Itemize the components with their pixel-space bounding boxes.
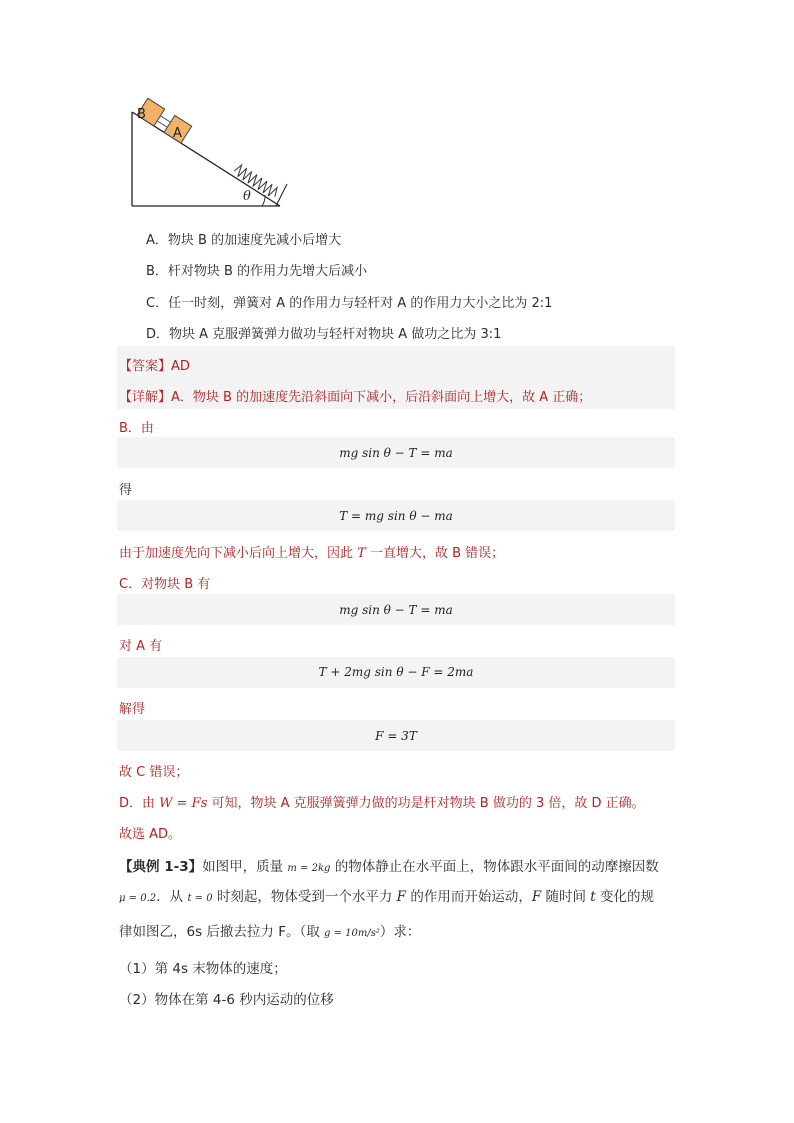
dui-a-label: 对 A 有 bbox=[119, 639, 163, 654]
detail-line-1: 【详解】A．物块 B 的加速度先沿斜面向下减小，后沿斜面向上增大，故 A 正确； bbox=[119, 390, 592, 405]
option-c: C．任一时刻，弹簧对 A 的作用力与轻杆对 A 的作用力大小之比为 2:1 bbox=[146, 296, 553, 311]
option-d: D．物块 A 克服弹簧弹力做功与轻杆对物块 A 做功之比为 3:1 bbox=[146, 327, 502, 342]
formula-3: mg sin θ − T = ma bbox=[339, 603, 453, 617]
example-l2-e: 变化的规 bbox=[595, 889, 655, 905]
question-1: （1）第 4s 末物体的速度； bbox=[119, 961, 287, 977]
example-F: F bbox=[396, 889, 407, 905]
example-l1-a: 如图甲，质量 bbox=[202, 859, 288, 875]
formula-1: mg sin θ − T = ma bbox=[339, 446, 453, 460]
example-F2: F bbox=[531, 889, 542, 905]
b-conclusion-text-2: 一直增大，故 B 错误； bbox=[365, 546, 505, 561]
b-conclusion-var: T bbox=[357, 546, 366, 561]
formula-4: T + 2mg sin θ − F = 2ma bbox=[318, 665, 474, 679]
d-formula: W = Fs bbox=[159, 796, 208, 811]
label-theta: θ bbox=[243, 189, 251, 204]
light-rod bbox=[160, 116, 170, 122]
example-l2-d: 随时间 bbox=[541, 889, 591, 905]
light-rod-2 bbox=[157, 121, 167, 127]
example-l3-b: ）求： bbox=[379, 924, 421, 940]
formula-2: T = mg sin θ − ma bbox=[339, 509, 453, 523]
example-tag: 【典例 1-3】 bbox=[119, 859, 203, 875]
jiede-label: 解得 bbox=[119, 702, 146, 717]
example-mu: μ = 0.2 bbox=[119, 893, 157, 904]
formula-5: F = 3T bbox=[375, 729, 417, 743]
b-conclusion-text-1: 由于加速度先向下减小后向上增大，因此 bbox=[119, 546, 358, 561]
example-line-3 bbox=[119, 920, 420, 940]
example-line-2 bbox=[119, 885, 654, 905]
answer-label: 【答案】AD bbox=[119, 359, 190, 374]
detail-b-conclusion bbox=[119, 542, 504, 561]
incline-figure bbox=[120, 96, 300, 212]
option-a: A．物块 B 的加速度先减小后增大 bbox=[146, 233, 342, 248]
example-g: g = 10m/s² bbox=[324, 928, 380, 939]
d-lead: D．由 bbox=[119, 796, 160, 811]
example-l2-b: 时刻起，物体受到一个水平力 bbox=[212, 889, 397, 905]
de-label: 得 bbox=[119, 483, 133, 498]
example-t: t bbox=[590, 889, 596, 905]
example-t0: t = 0 bbox=[187, 893, 213, 904]
theta-arc bbox=[262, 195, 265, 206]
label-a: A bbox=[173, 126, 182, 141]
detail-final: 故选 AD。 bbox=[119, 827, 182, 842]
example-l2-a: ．从 bbox=[156, 889, 188, 905]
question-2: （2）物体在第 4-6 秒内运动的位移 bbox=[119, 992, 334, 1008]
d-rest: 可知，物块 A 克服弹簧弹力做的功是杆对物块 B 做功的 3 倍，故 D 正确。 bbox=[207, 796, 645, 811]
example-l2-c: 的作用而开始运动， bbox=[406, 889, 532, 905]
example-l1-b: 的物体静止在水平面上，物体跟水平面间的动摩擦因数 bbox=[330, 859, 659, 875]
example-line-1 bbox=[119, 855, 659, 875]
detail-c-lead: C．对物块 B 有 bbox=[119, 577, 211, 592]
example-l3-a: 律如图乙，6s 后撤去拉力 F。（取 bbox=[119, 924, 325, 940]
example-mass: m = 2kg bbox=[287, 863, 331, 874]
option-b: B．杆对物块 B 的作用力先增大后减小 bbox=[146, 264, 368, 279]
label-b: B bbox=[137, 107, 146, 122]
answer-band bbox=[117, 346, 675, 378]
spring bbox=[233, 163, 280, 199]
detail-d bbox=[119, 792, 645, 811]
detail-b-lead: B．由 bbox=[119, 421, 154, 436]
detail-c-conclusion: 故 C 错误； bbox=[119, 765, 189, 780]
